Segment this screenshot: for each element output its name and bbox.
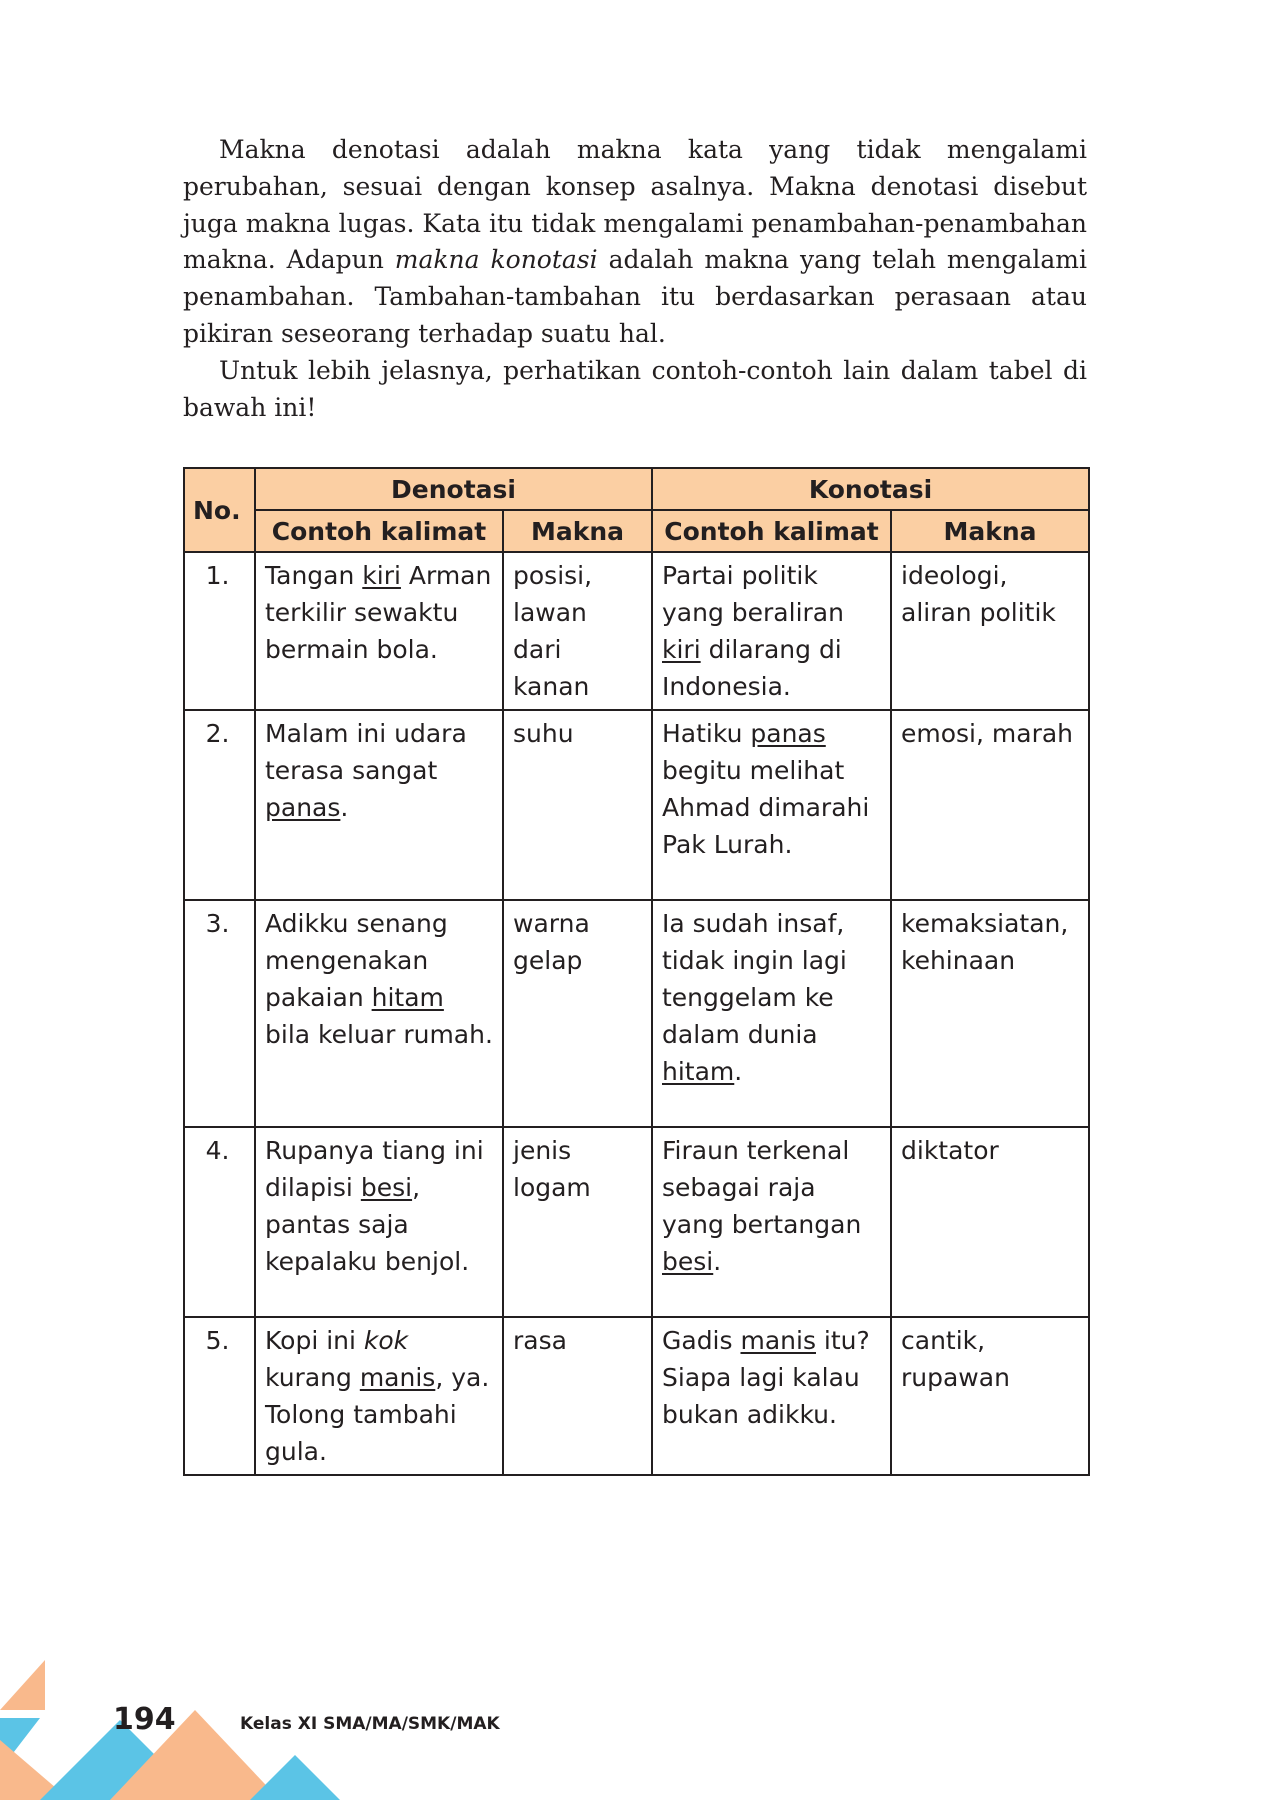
- denotasi-meaning: rasa: [503, 1317, 652, 1475]
- konotasi-meaning: emosi, marah: [891, 710, 1089, 900]
- paragraph-instruction: Untuk lebih jelasnya, perhatikan contoh-contoh lain dalam tabel di bawah ini!: [183, 355, 1087, 422]
- denotasi-konotasi-table: [183, 467, 1090, 1476]
- table-row: [184, 710, 1089, 900]
- term-makna-konotasi: makna konotasi: [394, 245, 598, 275]
- denotasi-example: Kopi ini kok kurang manis, ya. Tolong tambahi gula.: [255, 1317, 503, 1475]
- denotasi-meaning: posisi, lawan dari kanan: [503, 552, 652, 710]
- keyword-underlined: manis: [359, 1363, 436, 1392]
- header-denotasi: Denotasi: [255, 468, 652, 510]
- table-row: [184, 552, 1089, 710]
- konotasi-meaning: ideologi, aliran politik: [891, 552, 1089, 710]
- header-makna-konotasi: Makna: [891, 510, 1089, 552]
- konotasi-meaning: cantik, rupawan: [891, 1317, 1089, 1475]
- keyword-underlined: manis: [740, 1326, 816, 1355]
- konotasi-meaning: diktator: [891, 1127, 1089, 1317]
- header-contoh-kalimat-denotasi: Contoh kalimat: [255, 510, 503, 552]
- denotasi-meaning: suhu: [503, 710, 652, 900]
- keyword-underlined: hitam: [371, 983, 444, 1012]
- keyword-underlined: kiri: [662, 635, 701, 664]
- denotasi-meaning: jenis logam: [503, 1127, 652, 1317]
- header-contoh-kalimat-konotasi: Contoh kalimat: [652, 510, 891, 552]
- row-number: 1.: [184, 552, 255, 710]
- konotasi-example: Gadis manis itu? Siapa lagi kalau bukan adikku.: [652, 1317, 891, 1475]
- table-row: [184, 1127, 1089, 1317]
- keyword-underlined: hitam: [662, 1057, 735, 1086]
- denotasi-example: Rupanya tiang ini dilapisi besi, pantas saja kepalaku benjol.: [255, 1127, 503, 1317]
- header-no: No.: [184, 468, 255, 552]
- italic-word: kok: [363, 1326, 409, 1355]
- row-number: 5.: [184, 1317, 255, 1475]
- denotasi-example: Malam ini udara terasa sangat panas.: [255, 710, 503, 900]
- orange-triangle-top-left: [0, 1660, 45, 1710]
- konotasi-example: Firaun terkenal sebagai raja yang bertangan besi.: [652, 1127, 891, 1317]
- konotasi-example: Ia sudah insaf, tidak ingin lagi tenggelam ke dalam dunia hitam.: [652, 900, 891, 1127]
- row-number: 2.: [184, 710, 255, 900]
- page-number: 194: [113, 1702, 176, 1737]
- header-makna-denotasi: Makna: [503, 510, 652, 552]
- keyword-underlined: besi: [360, 1173, 413, 1202]
- table-row: [184, 1317, 1089, 1475]
- keyword-underlined: besi: [662, 1247, 714, 1276]
- konotasi-meaning: kemaksiatan, kehinaan: [891, 900, 1089, 1127]
- denotasi-example: Adikku senang mengenakan pakaian hitam bila keluar rumah.: [255, 900, 503, 1127]
- denotasi-meaning: warna gelap: [503, 900, 652, 1127]
- konotasi-example: Partai politik yang beraliran kiri dilarang di Indonesia.: [652, 552, 891, 710]
- book-title: Kelas XI SMA/MA/SMK/MAK: [240, 1714, 500, 1734]
- paragraph-definition-part2: adalah makna yang telah mengalami penambahan. Tambahan-tambahan itu berdasarkan perasaan atau pikiran seseorang terhadap suatu hal.: [183, 245, 1088, 348]
- keyword-underlined: panas: [265, 793, 341, 822]
- row-number: 4.: [184, 1127, 255, 1317]
- row-number: 3.: [184, 900, 255, 1127]
- blue-triangle-right: [250, 1755, 340, 1800]
- paragraph-definition-part1: Makna denotasi adalah makna kata yang tidak mengalami perubahan, sesuai dengan konsep asalnya. Makna denotasi disebut juga makna lugas. Kata itu tidak mengalami penambahan-penambahan makna. Adapun: [183, 135, 1087, 275]
- header-konotasi: Konotasi: [652, 468, 1089, 510]
- table-row: [184, 900, 1089, 1127]
- keyword-underlined: kiri: [362, 561, 401, 590]
- denotasi-example: Tangan kiri Arman terkilir sewaktu bermain bola.: [255, 552, 503, 710]
- paragraph-definition: [183, 132, 1087, 353]
- keyword-underlined: panas: [750, 719, 826, 748]
- body-text: [183, 132, 1087, 426]
- konotasi-example: Hatiku panas begitu melihat Ahmad dimarahi Pak Lurah.: [652, 710, 891, 900]
